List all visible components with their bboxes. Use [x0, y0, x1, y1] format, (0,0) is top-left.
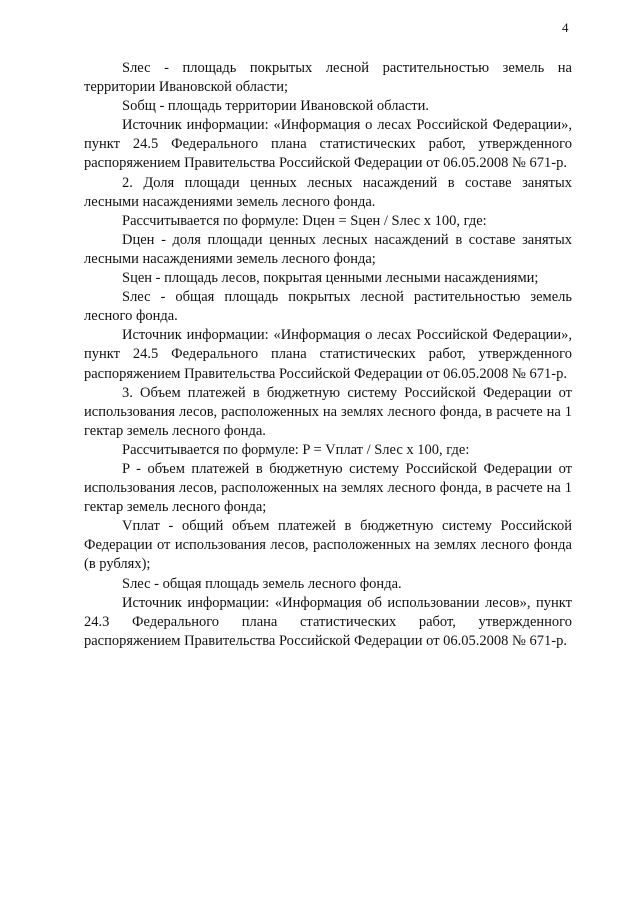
- paragraph-indicator-3-title: 3. Объем платежей в бюджетную систему Российской Федерации от использования лесов, расположенных на землях лесного фонда, в расчете на 1 гектар земель лесного фонда.: [84, 384, 572, 439]
- paragraph-source-1: Источник информации: «Информация о лесах Российской Федерации», пункт 24.5 Федерального плана статистических работ, утвержденного распоряжением Правительства Российской Федерации от 06.05.2008 № 671-р.: [84, 117, 572, 172]
- paragraph-d-tsen-definition: Dцен - доля площади ценных лесных насаждений в составе занятых лесными насаждениями земель лесного фонда;: [84, 231, 572, 267]
- paragraph-s-les-definition: Sлес - площадь покрытых лесной растительностью земель на территории Ивановской области;: [84, 60, 572, 96]
- paragraph-p-definition: P - объем платежей в бюджетную систему Российской Федерации от использования лесов, расположенных на землях лесного фонда, в расчете на 1 гектар земель лесного фонда;: [84, 460, 572, 516]
- paragraph-formula-3: Рассчитывается по формуле: P = Vплат / Sлес x 100, где:: [122, 441, 470, 458]
- paragraph-formula-2: Рассчитывается по формуле: Dцен = Sцен / Sлес x 100, где:: [122, 212, 487, 229]
- page-number: 4: [562, 20, 569, 35]
- paragraph-v-plat-definition: Vплат - общий объем платежей в бюджетную систему Российской Федерации от использования лесов, расположенных на землях лесного фонда (в рублях);: [84, 518, 572, 573]
- paragraph-s-les-definition-3: Sлес - общая площадь земель лесного фонда.: [122, 575, 402, 592]
- paragraph-s-les-definition-2: Sлес - общая площадь покрытых лесной растительностью земель лесного фонда.: [84, 289, 572, 325]
- paragraph-source-3: Источник информации: «Информация об использовании лесов», пункт 24.3 Федерального плана статистических работ, утвержденного распоряжением Правительства Российской Федерации от 06.05.2008 № 671-р.: [84, 594, 572, 649]
- document-body: [84, 59, 572, 651]
- paragraph-source-2: Источник информации: «Информация о лесах Российской Федерации», пункт 24.5 Федерального плана статистических работ, утвержденного распоряжением Правительства Российской Федерации от 06.05.2008 № 671-р.: [84, 327, 572, 382]
- paragraph-s-obsch-definition: Sобщ - площадь территории Ивановской области.: [122, 98, 430, 115]
- paragraph-s-tsen-definition: Sцен - площадь лесов, покрытая ценными лесными насаждениями;: [122, 270, 539, 287]
- paragraph-indicator-2-title: 2. Доля площади ценных лесных насаждений в составе занятых лесными насаждениями земель лесного фонда.: [84, 174, 572, 210]
